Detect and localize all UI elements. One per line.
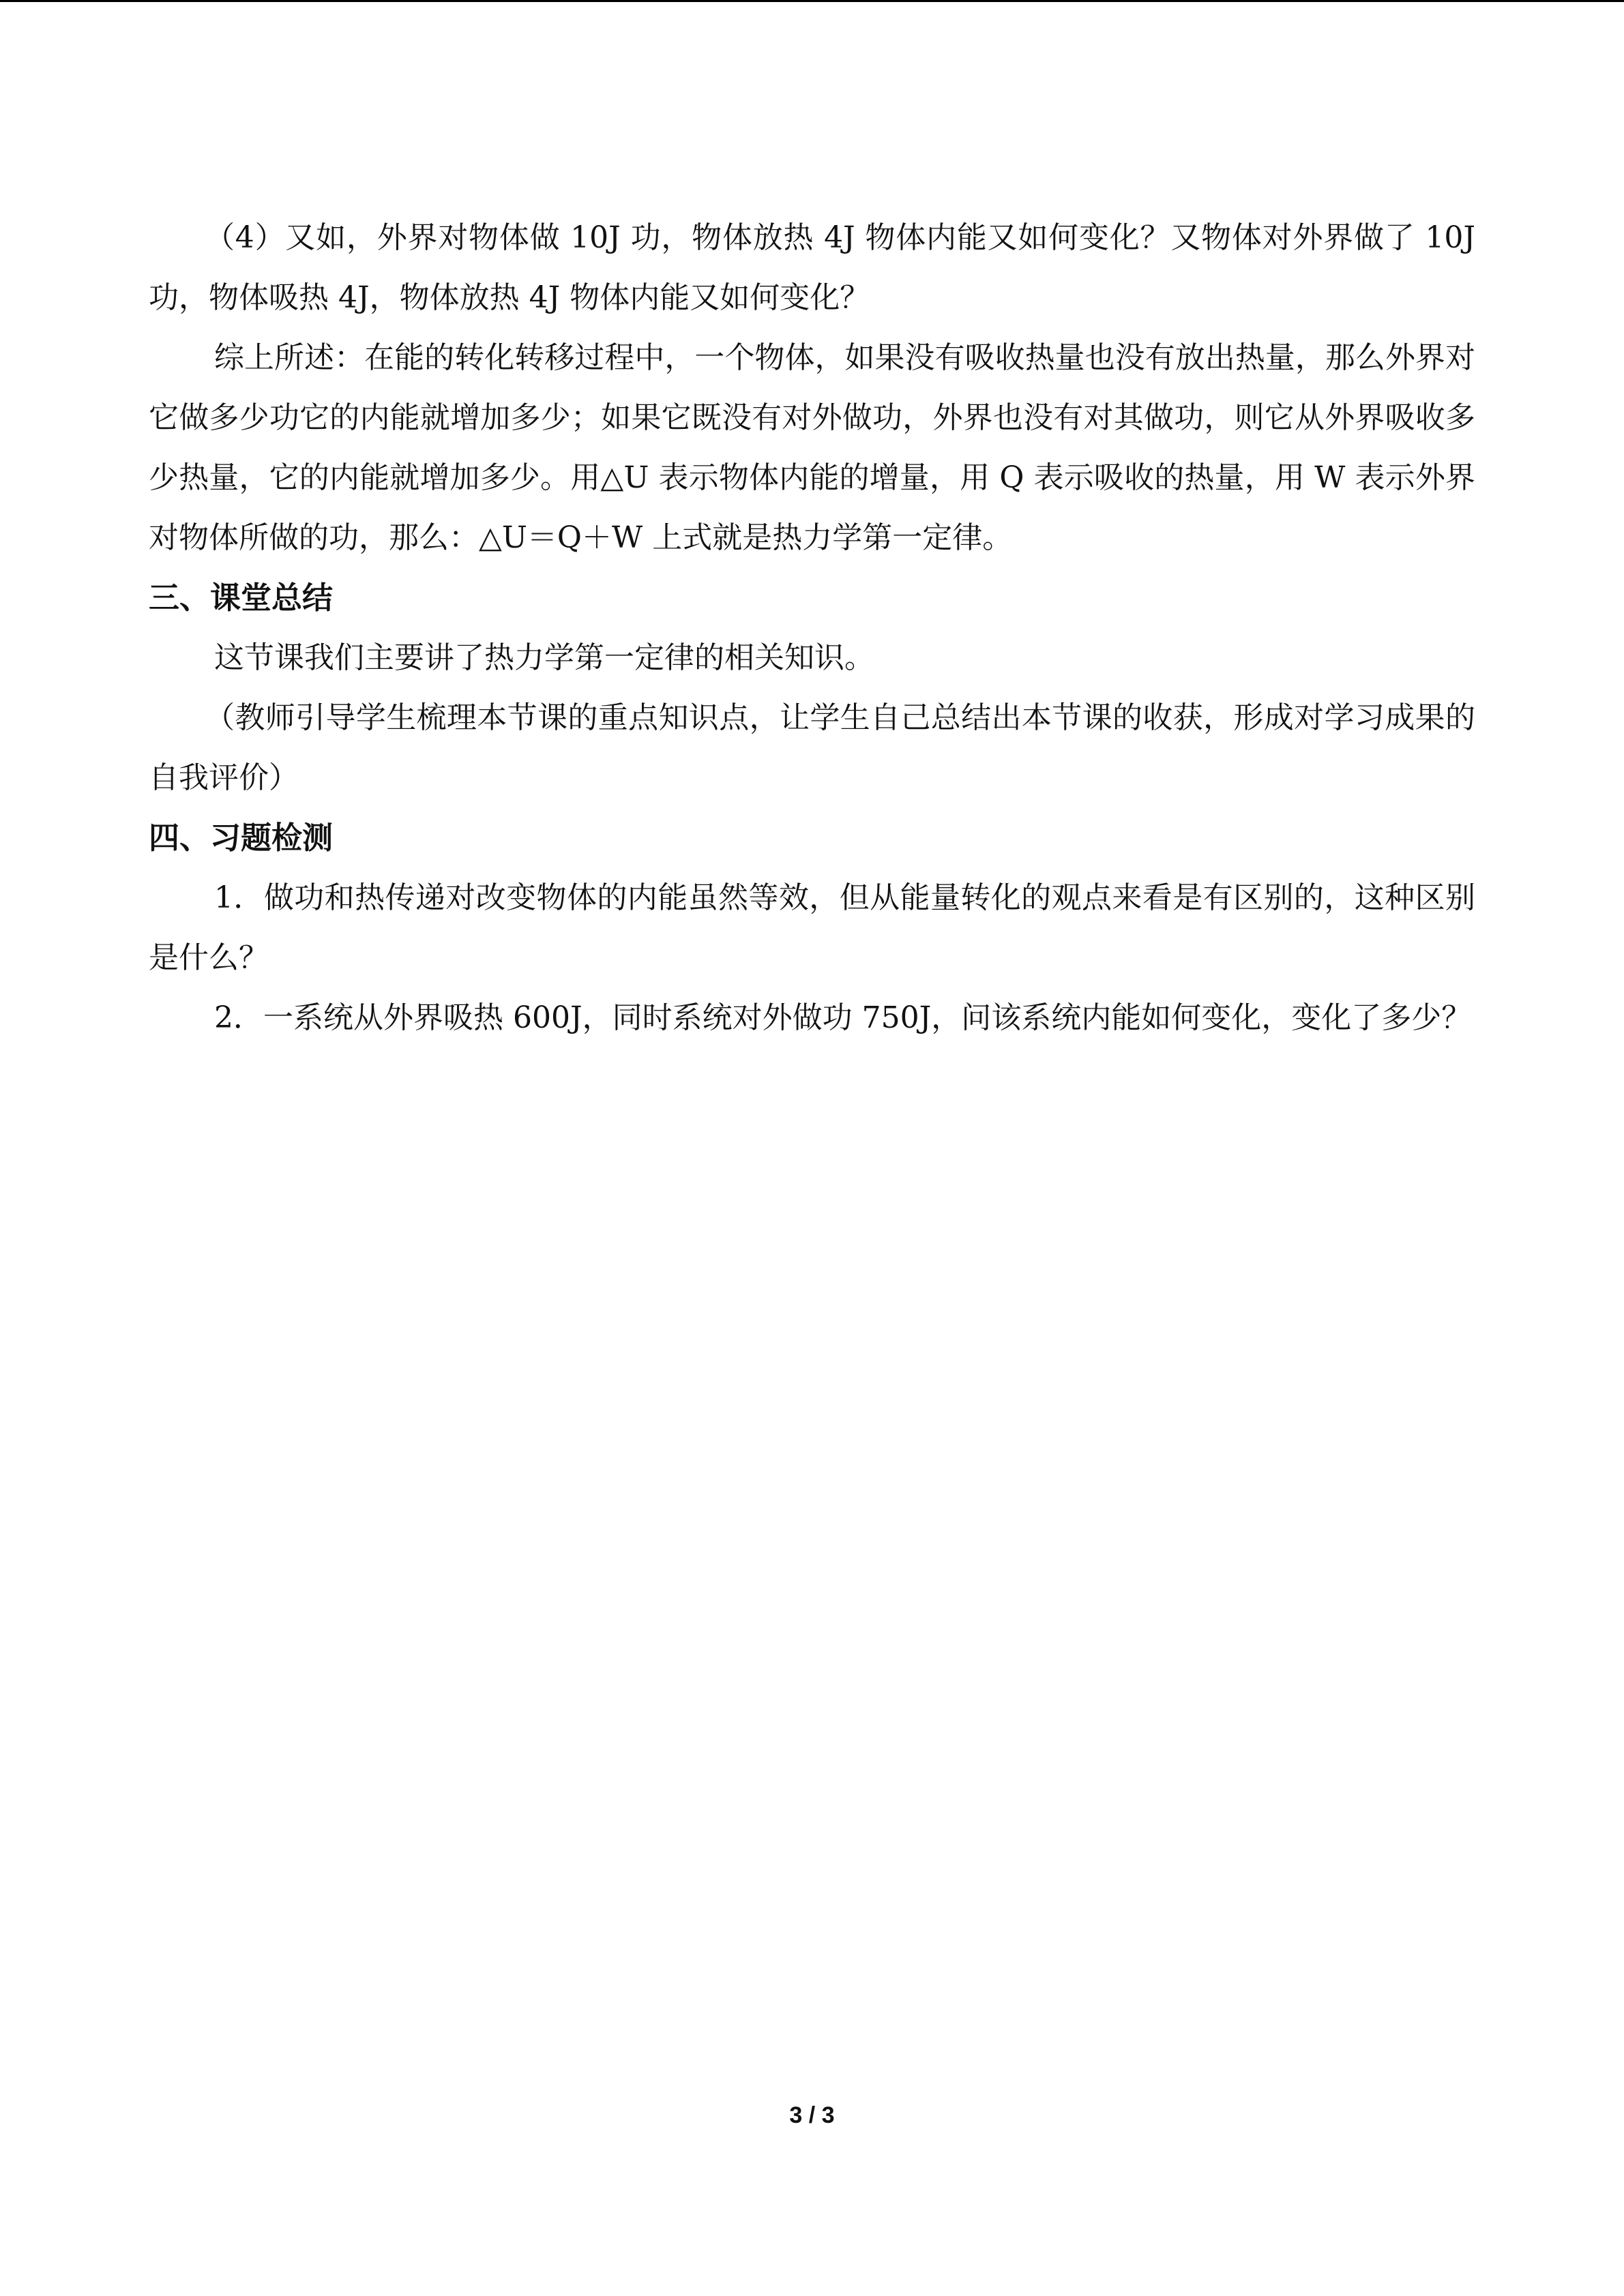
paragraph-class-summary: 这节课我们主要讲了热力学第一定律的相关知识。	[214, 640, 874, 675]
exercise-question-2: 2．一系统从外界吸热 600J，同时系统对外做功 750J，问该系统内能如何变化，变化了多少？	[214, 1000, 1472, 1035]
section-heading-class-summary: 三、课堂总结	[149, 580, 334, 616]
exercise-question-1: 1．做功和热传递对改变物体的内能虽然等效，但从能量转化的观点来看是有区别的，这种区别是什么？	[149, 880, 1475, 975]
section-heading-exercises: 四、习题检测	[149, 820, 334, 856]
paragraph-example-4: （4）又如，外界对物体做 10J 功，物体放热 4J 物体内能又如何变化？又物体对外界做了 10J 功，物体吸热 4J，物体放热 4J 物体内能又如何变化？	[149, 220, 1475, 315]
document-body	[149, 208, 1475, 1048]
paragraph-teacher-note: （教师引导学生梳理本节课的重点知识点，让学生自己总结出本节课的收获，形成对学习成果的自我评价）	[149, 700, 1475, 795]
top-border-line	[0, 0, 1624, 2]
paragraph-summary: 综上所述：在能的转化转移过程中，一个物体，如果没有吸收热量也没有放出热量，那么外界对它做多少功它的内能就增加多少；如果它既没有对外做功，外界也没有对其做功，则它从外界吸收多少热量，它的内能就增加多少。用△U 表示物体内能的增量，用 Q 表示吸收的热量，用 W 表示外界对物体所做的功，那么：△U＝Q＋W 上式就是热力学第一定律。	[149, 340, 1475, 555]
page-number: 3 / 3	[789, 2102, 835, 2128]
